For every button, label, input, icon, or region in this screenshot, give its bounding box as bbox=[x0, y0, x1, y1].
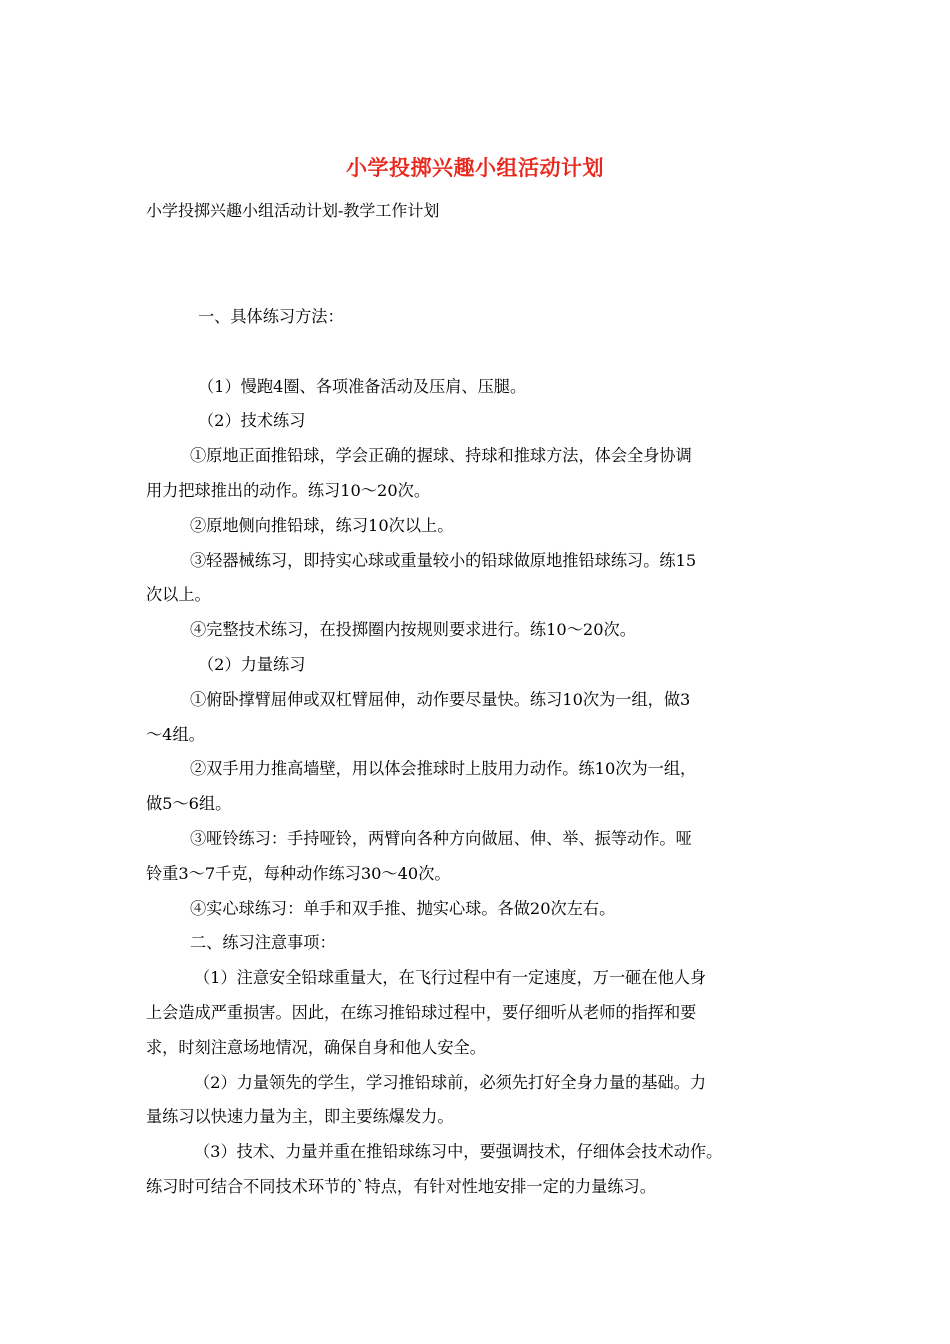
paragraph-line: ④实心球练习：单手和双手推、抛实心球。各做20次左右。 bbox=[190, 898, 616, 918]
section-heading-1: 一、具体练习方法： bbox=[198, 307, 344, 326]
paragraph-line: ①原地正面推铅球，学会正确的握球、持球和推球方法，体会全身协调 bbox=[190, 446, 692, 466]
paragraph-line: 练习时可结合不同技术环节的`特点，有针对性地安排一定的力量练习。 bbox=[146, 1176, 656, 1196]
paragraph-line: 次以上。 bbox=[146, 585, 211, 605]
paragraph-line: 铃重3～7千克，每种动作练习30～40次。 bbox=[146, 863, 451, 883]
paragraph-line: 用力把球推出的动作。练习10～20次。 bbox=[146, 480, 431, 500]
paragraph-line: （2）力量领先的学生，学习推铅球前，必须先打好全身力量的基础。力 bbox=[194, 1072, 707, 1092]
blank-line bbox=[146, 335, 804, 370]
section-heading-2: 二、练习注意事项： bbox=[190, 933, 336, 953]
paragraph-line: 量练习以快速力量为主，即主要练爆发力。 bbox=[146, 1107, 454, 1127]
paragraph-line: ③哑铃练习：手持哑铃，两臂向各种方向做屈、伸、举、振等动作。哑 bbox=[190, 828, 692, 848]
subsection-heading: （2）力量练习 bbox=[198, 654, 306, 674]
paragraph-line: ①俯卧撑臂屈伸或双杠臂屈伸，动作要尽量快。练习10次为一组，做3 bbox=[190, 689, 691, 709]
paragraph-line: ～4组。 bbox=[146, 724, 205, 744]
paragraph-line: 上会造成严重损害。因此，在练习推铅球过程中，要仔细听从老师的指挥和要 bbox=[146, 1002, 697, 1022]
paragraph-line: ②原地侧向推铅球，练习10次以上。 bbox=[190, 515, 454, 535]
document-body bbox=[146, 300, 804, 1205]
paragraph-line: ③轻器械练习，即持实心球或重量较小的铅球做原地推铅球练习。练15 bbox=[190, 550, 697, 570]
subsection-heading: （2）技术练习 bbox=[198, 411, 306, 431]
paragraph-line: 求，时刻注意场地情况，确保自身和他人安全。 bbox=[146, 1037, 486, 1057]
paragraph-line: 做5～6组。 bbox=[146, 794, 232, 814]
document-title: 小学投掷兴趣小组活动计划 bbox=[346, 155, 604, 180]
paragraph-line: （3）技术、力量并重在推铅球练习中，要强调技术，仔细体会技术动作。 bbox=[194, 1142, 723, 1162]
paragraph-line: ②双手用力推高墙壁，用以体会推球时上肢用力动作。练10次为一组， bbox=[190, 759, 697, 779]
paragraph-line: ④完整技术练习，在投掷圈内按规则要求进行。练10～20次。 bbox=[190, 620, 636, 640]
paragraph-line: （1）注意安全铅球重量大，在飞行过程中有一定速度，万一砸在他人身 bbox=[194, 968, 707, 988]
paragraph-line: （1）慢跑4圈、各项准备活动及压肩、压腿。 bbox=[198, 376, 527, 396]
document-subtitle: 小学投掷兴趣小组活动计划-教学工作计划 bbox=[146, 201, 440, 220]
